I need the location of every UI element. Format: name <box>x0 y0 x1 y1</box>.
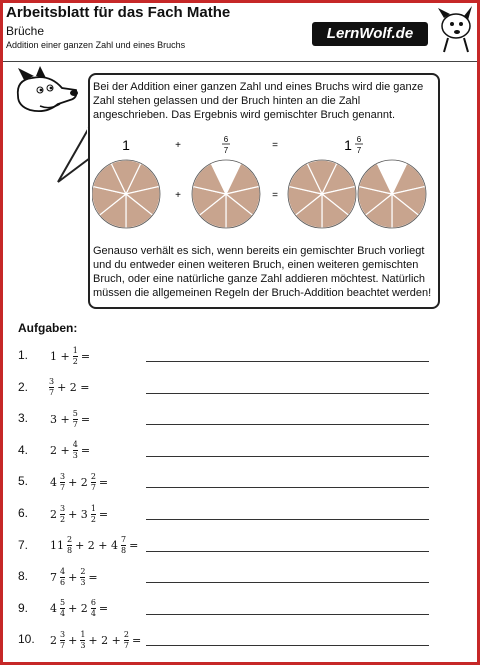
fraction-numerator: 5 <box>72 408 78 418</box>
pie-fraction <box>192 160 260 228</box>
tasks-heading: Aufgaben: <box>18 321 78 335</box>
diagram-plus-label: + <box>175 140 181 151</box>
explanation-intro: Bei der Addition einer ganzen Zahl und eines Bruchs wird die ganze Zahl stehen gelassen und der Bruch hinten an die Zahl angeschrieben. Das Ergebnis wird gemischter Bruch genannt. <box>93 81 424 121</box>
answer-line[interactable] <box>146 519 429 520</box>
fraction-denominator: 8 <box>67 546 73 556</box>
task-fraction <box>60 568 65 587</box>
task-expression <box>48 628 143 652</box>
page-title: Arbeitsblatt für das Fach Mathe <box>6 4 231 21</box>
fraction-numerator: 2 <box>123 629 129 639</box>
diagram-equals-label: = <box>272 140 278 151</box>
task-fraction <box>121 536 126 555</box>
fraction-denominator: 2 <box>90 514 96 524</box>
fraction-denominator: 7 <box>60 482 66 492</box>
task-term: + 2 = <box>57 381 90 395</box>
fraction-denominator: 7 <box>60 640 66 650</box>
diagram-plus-mid: + <box>175 190 181 201</box>
task-term: = <box>98 602 109 616</box>
fraction-denominator: 2 <box>72 356 78 366</box>
task-term: = <box>80 444 91 458</box>
task-fraction <box>60 505 65 524</box>
task-row <box>18 597 458 621</box>
fraction-numerator: 5 <box>60 598 66 608</box>
task-row <box>18 534 458 558</box>
task-term: 1 + <box>50 349 70 363</box>
task-term: = <box>88 570 98 584</box>
task-fraction <box>73 410 78 429</box>
task-term: = <box>98 507 109 521</box>
task-fraction <box>49 378 54 397</box>
task-term: 7 <box>50 570 57 584</box>
fraction-numerator: 3 <box>49 377 55 387</box>
answer-line[interactable] <box>146 424 429 425</box>
task-term: = <box>80 412 91 426</box>
fraction-numerator: 3 <box>60 629 66 639</box>
task-number: 1. <box>18 348 29 362</box>
fraction-denominator: 7 <box>90 482 96 492</box>
diagram-fraction-num: 6 <box>223 135 229 144</box>
answer-line[interactable] <box>146 456 429 457</box>
fraction-denominator: 7 <box>123 640 129 650</box>
task-term: + 2 + <box>88 633 121 647</box>
task-number: 2. <box>18 379 29 394</box>
fraction-denominator: 4 <box>60 609 66 619</box>
answer-line[interactable] <box>146 582 429 583</box>
wolf-mascot-icon <box>434 4 474 54</box>
task-number: 4. <box>18 442 29 457</box>
fraction-denominator: 3 <box>72 451 78 461</box>
task-expression <box>48 470 110 494</box>
wolf-head-icon <box>10 66 80 126</box>
task-term: + 2 <box>68 602 88 616</box>
fraction-numerator: 1 <box>80 629 86 639</box>
task-term: = <box>98 475 109 489</box>
task-term: + <box>68 570 78 584</box>
task-number: 5. <box>18 474 29 489</box>
fraction-denominator: 6 <box>60 577 66 587</box>
fraction-numerator: 2 <box>67 535 73 545</box>
task-term: = <box>129 539 139 553</box>
answer-line[interactable] <box>146 614 429 615</box>
answer-line[interactable] <box>146 487 429 488</box>
task-expression <box>48 344 92 368</box>
page-subtitle: Brüche <box>6 24 45 38</box>
header-divider <box>3 61 477 62</box>
fraction-numerator: 4 <box>60 566 66 576</box>
task-fraction <box>91 599 96 618</box>
task-fraction <box>80 568 85 587</box>
fraction-numerator: 1 <box>72 345 78 355</box>
task-number: 10. <box>18 632 35 647</box>
task-fraction <box>67 536 72 555</box>
diagram-whole-label: 1 <box>122 137 130 153</box>
task-term: = <box>80 349 91 363</box>
task-fraction <box>91 473 96 492</box>
task-term: 2 <box>50 633 57 647</box>
fraction-numerator: 4 <box>72 440 78 450</box>
task-row <box>18 439 458 463</box>
pie-result-fraction <box>358 160 426 228</box>
fraction-numerator: 6 <box>90 598 96 608</box>
answer-line[interactable] <box>146 645 429 646</box>
diagram-result-den: 7 <box>356 146 362 155</box>
fraction-denominator: 7 <box>49 388 55 398</box>
task-fraction <box>60 599 65 618</box>
task-number: 6. <box>18 506 29 520</box>
fraction-denominator: 3 <box>80 577 86 587</box>
fraction-denominator: 4 <box>90 609 96 619</box>
task-term: + <box>68 633 78 647</box>
task-row <box>18 565 458 589</box>
task-expression <box>48 376 92 400</box>
pie-group <box>92 160 426 228</box>
task-row <box>18 344 458 368</box>
answer-line[interactable] <box>146 361 429 362</box>
task-expression <box>48 502 110 526</box>
topic-line: Addition einer ganzen Zahl und eines Bruchs <box>6 40 186 50</box>
task-number: 3. <box>18 411 29 426</box>
diagram-result-num: 6 <box>356 135 362 144</box>
task-fraction <box>91 505 96 524</box>
fraction-numerator: 2 <box>80 566 86 576</box>
task-fraction <box>80 631 85 650</box>
answer-line[interactable] <box>146 551 429 552</box>
diagram-result-whole: 1 <box>344 137 352 153</box>
diagram-equals-mid: = <box>272 190 278 201</box>
task-term: 4 <box>50 475 57 489</box>
task-number: 8. <box>18 569 29 584</box>
task-term: + 2 + 4 <box>75 539 119 553</box>
task-fraction <box>60 473 65 492</box>
task-expression <box>48 407 92 431</box>
fraction-numerator: 1 <box>90 503 96 513</box>
task-fraction <box>73 347 78 366</box>
fraction-diagram <box>92 134 438 234</box>
fraction-numerator: 2 <box>90 471 96 481</box>
task-term: 3 + <box>50 412 70 426</box>
fraction-numerator: 7 <box>121 535 127 545</box>
task-expression <box>48 439 92 463</box>
task-row <box>18 407 458 431</box>
task-row <box>18 376 458 400</box>
task-expression <box>48 534 140 558</box>
fraction-denominator: 7 <box>72 419 78 429</box>
task-row <box>18 502 458 526</box>
task-term: 2 + <box>50 444 70 458</box>
explanation-outro: Genauso verhält es sich, wenn bereits ein gemischter Bruch vorliegt und du entweder einen weiteren Bruch, einen weiteren gemischten Bruch, oder eine natürliche ganze Zahl addieren möchtest. Natürlich müssen die allgemeinen Regeln der Bruch-Addition beachtet werden! <box>93 245 432 299</box>
task-term: 4 <box>50 602 57 616</box>
answer-line[interactable] <box>146 393 429 394</box>
task-fraction <box>124 631 129 650</box>
logo-text: LernWolf.de <box>312 22 428 46</box>
task-term: 11 <box>50 539 64 553</box>
task-number: 7. <box>18 537 29 552</box>
fraction-denominator: 8 <box>121 546 127 556</box>
task-expression <box>48 565 100 589</box>
task-term: + 2 <box>68 475 88 489</box>
pie-result-whole <box>288 160 356 228</box>
task-expression <box>48 597 110 621</box>
task-number: 9. <box>18 600 29 615</box>
fraction-numerator: 3 <box>60 471 66 481</box>
task-row <box>18 470 458 494</box>
task-fraction <box>60 631 65 650</box>
task-row <box>18 628 458 652</box>
task-term: = <box>131 633 142 647</box>
fraction-denominator: 3 <box>80 640 86 650</box>
pie-whole <box>92 160 160 228</box>
task-term: + 3 <box>68 507 88 521</box>
lernwolf-logo <box>312 4 472 56</box>
task-term: 2 <box>50 507 57 521</box>
fraction-numerator: 3 <box>60 503 66 513</box>
task-fraction <box>73 441 78 460</box>
diagram-fraction-den: 7 <box>223 146 229 155</box>
fraction-denominator: 2 <box>60 514 66 524</box>
